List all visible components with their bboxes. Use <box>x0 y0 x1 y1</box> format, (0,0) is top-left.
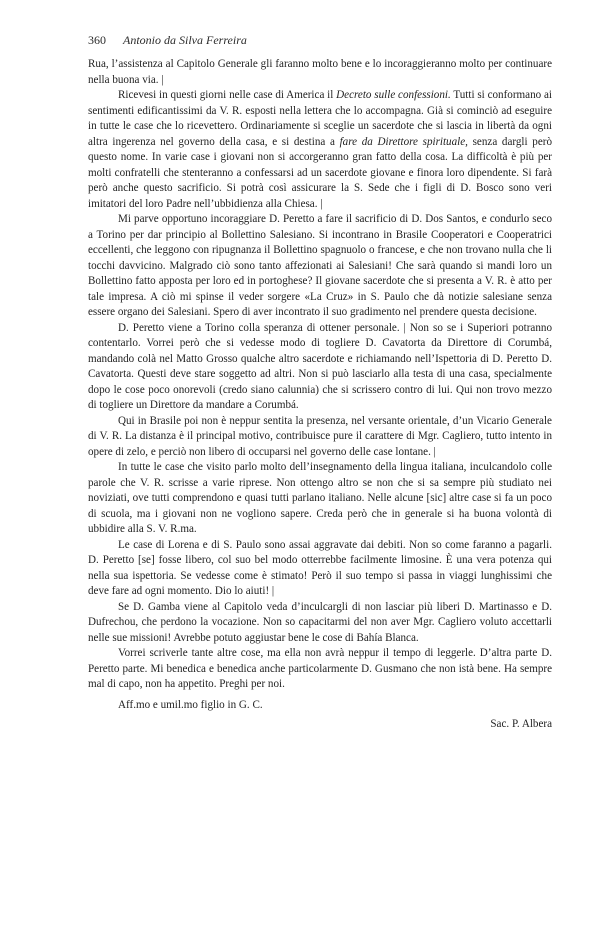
text-run: Se D. Gamba viene al Capitolo veda d’inculcargli di non lasciar più liberi D. Martinasso e D. Dufrechou, che perdono la vocazione. Non so capacitarmi del non aver Mgr. Cagliero voluto accettarli nelle sue missioni! Avrebbe potuto aggiustar bene le cose di Bahía Blanca. <box>88 600 552 644</box>
paragraph <box>88 57 552 88</box>
text-run: Ricevesi in questi giorni nelle case di America il <box>118 89 337 101</box>
italic-text: fare da Direttore spirituale, <box>339 135 468 148</box>
paragraph <box>88 646 552 693</box>
text-run: Mi parve opportuno incoraggiare D. Peretto a fare il sacrificio di D. Dos Santos, e condurlo seco a Torino per dar principio al Bollettino Salesiano. Si incontrano in Brasile Cooperatori e Cooperatrici eccellenti, che leggono con ripugnanza il Bollettino spagnuolo o francese, e che non trovano nulla che li tocchi davvicino. Malgrado ciò sono tanto affezionati ai Salesiani! Che sarà quando si mandi loro un Bollettino fatto apposta per loro ed in portoghese? Il giovane sacerdote che si presenta a V. R. è atto per tale impresa. A ciò mi spinse il veder sorgere «La Cruz» in S. Paulo che dà notizie salesiane senza essere organo dei Salesiani. Spero di aver incontrato il suo gradimento nel prendere questa decisione. <box>88 213 552 318</box>
page-number: 360 <box>88 33 106 47</box>
text-run: Rua, l’assistenza al Capitolo Generale gli faranno molto bene e lo incoraggieranno molto per continuare nella buona via. | <box>88 58 552 86</box>
signature: Sac. P. Albera <box>490 718 552 730</box>
closing-salutation: Aff.mo e umil.mo figlio in G. C. <box>118 698 263 711</box>
running-header <box>88 33 247 48</box>
text-run: Vorrei scriverle tante altre cose, ma ella non avrà neppur il tempo di leggerle. D’altra parte D. Peretto parte. Mi benedica e benedica anche particolarmente D. Gusmano che non istà bene. Ha sempre mal di capo, non ha appetito. Preghi per noi. <box>88 647 552 690</box>
paragraph <box>88 321 552 414</box>
text-run: senza dargli però questo nome. In varie case i giovani non si accorgeranno gran fatto della cosa. La difficoltà è più per molti confratelli che stenteranno a confessarsi ad un sacerdote giovane e finora loro dipendente. Si farà però anche questo sacrificio. Si potrà così assicurare la S. Sede che i figli di D. Bosco sono veri imitatori del loro Padre nell’ubbidienza alla Chiesa. | <box>88 135 552 210</box>
text-run: In tutte le case che visito parlo molto dell’insegnamento della lingua italiana, inculcandolo colle parole che V. R. scrisse a varie riprese. Non ottengo altro se non che si sa sempre più studiato nei noviziati, ove tutti comprendono e quasi tutti parlano italiano. Nelle alcune [sic] altre case si fa un poco di scuola, ma i giovani non ne vogliono sapere. Creda però che in generale si ha buona volontà di ubbidire alla S. V. R.ma. <box>88 461 552 535</box>
text-run: Qui in Brasile poi non è neppur sentita la presenza, nel versante orientale, d’un Vicario Generale di V. R. La distanza è il principal motivo, contribuisce pure il carattere di Mgr. Cagliero, tutto intento in opere di zelo, e perciò non libero di occuparsi nel governo delle case lontane. | <box>88 414 552 458</box>
letter-body <box>88 57 552 733</box>
text-run: D. Peretto viene a Torino colla speranza di ottener personale. | Non so se i Superiori potranno contentarlo. Vorrei però che si vedesse modo di togliere D. Cavatorta da Direttore di Corumbá, mandando colà nel Matto Grosso qualche altro sacerdote e richiamando nell’Ispettoria di D. Peretto D. Cavatorta. Questi deve stare soggetto ad altri. Non si può lasciarlo alla testa di una casa, specialmente dopo le cose poco onorevoli (credo siano calunnia) che si scrissero contro di lui. Qui non trovo mezzo di togliere un Direttore da mandare a Corumbá. <box>88 321 552 411</box>
paragraph <box>88 460 552 538</box>
paragraph <box>88 212 552 321</box>
paragraph <box>88 538 552 600</box>
running-head-author: Antonio da Silva Ferreira <box>123 33 247 47</box>
paragraph-list <box>88 57 552 693</box>
paragraph <box>88 88 552 212</box>
italic-text: Decreto sulle confessioni. <box>336 89 451 101</box>
paragraph <box>88 414 552 461</box>
text-run: Tutti si conformano ai sentimenti edificantissimi da V. R. esposti nella lettera che lo accompagna. Già si cominciò ad eseguire in tutte le case che lo ricevettero. Ordinariamente si sceglie un sacerdote che si lascia in libertà da ogni altra ingerenza nel governo della casa, e si destina a <box>88 89 552 148</box>
text-run: Le case di Lorena e di S. Paulo sono assai aggravate dai debiti. Non so come faranno a pagarli. D. Peretto [se] fosse libero, col suo bel modo otterrebbe facilmente limosine. È una vera potenza qui nella sua ispettoria. Se vedesse come è stimato! Però il suo tempo si passa in viaggi lunghissimi che deve fare ad ogni momento. Dio lo aiuti! | <box>88 538 552 597</box>
paragraph <box>88 600 552 647</box>
